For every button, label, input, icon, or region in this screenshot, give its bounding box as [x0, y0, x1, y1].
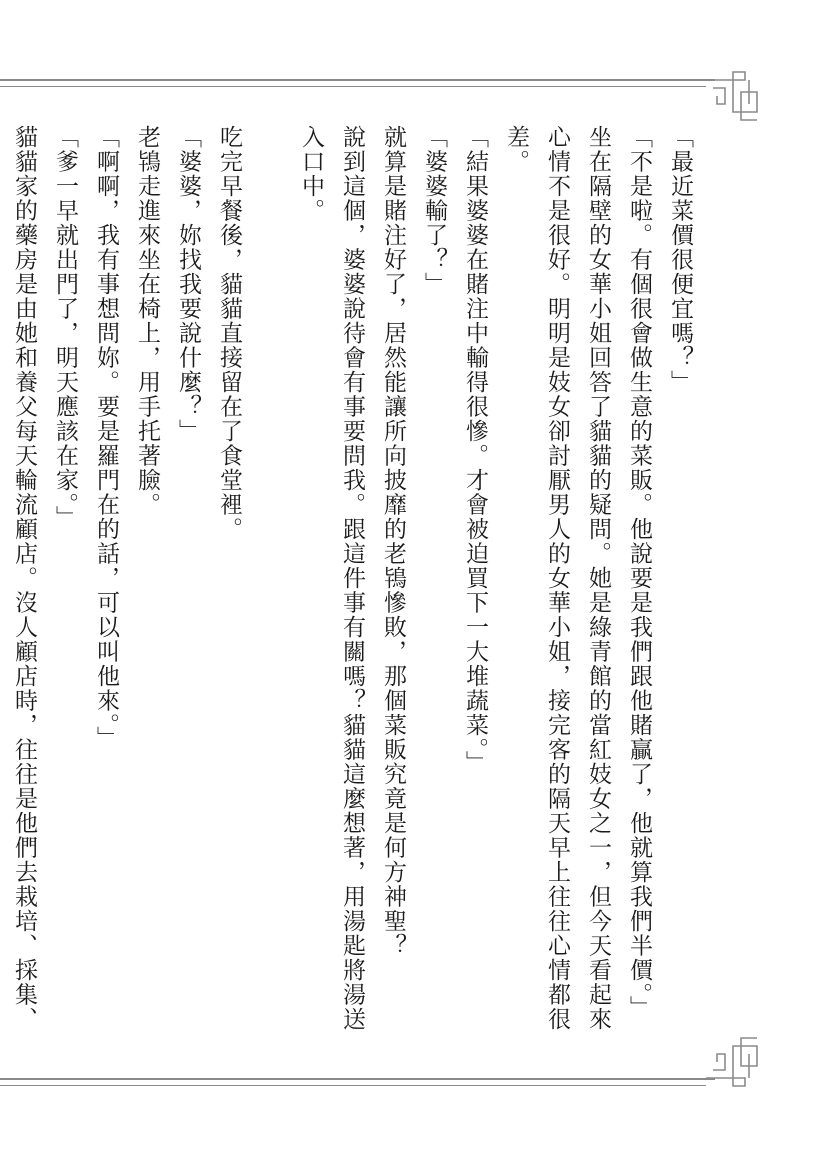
paragraph: 坐在隔壁的女華小姐回答了貓貓的疑問。她是綠青館的當紅妓女之一，但今天看起來心情不是很好。明明是妓女卻討厭男人的女華小姐，接完客的隔天早上往往心情都很差。	[503, 125, 611, 1032]
frame-bottom-line-inner	[0, 1085, 706, 1086]
paragraph: 「爹一早就出門了，明天應該在家。」	[52, 125, 78, 530]
paragraph: 「最近菜價很便宜嗎？」	[667, 125, 693, 395]
paragraph: 老鴇走進來坐在椅上，用手托著臉。	[134, 125, 160, 517]
paragraph: 「婆婆輸了？」	[421, 125, 447, 297]
paragraph: 「結果婆婆在賭注中輸得很慘。才會被迫買下一大堆蔬菜。」	[462, 125, 488, 775]
paragraph: 貓貓家的藥房是由她和養父每天輪流顧店。沒人顧店時，往往是他們去栽培、採集、	[11, 125, 37, 1032]
frame-bottom-line	[0, 1078, 715, 1080]
vertical-text-body	[11, 125, 700, 1055]
paragraph: 「不是啦。有個很會做生意的菜販。他說要是我們跟他賭贏了，他就算我們半價。」	[626, 125, 652, 1020]
paragraph: 吃完早餐後，貓貓直接留在了食堂裡。	[216, 125, 242, 542]
frame-top-line	[0, 79, 715, 81]
corner-ornament-bottom	[705, 1036, 761, 1090]
paragraph: 「婆婆，妳找我要說什麼？」	[175, 125, 201, 444]
paragraph: 說到這個，婆婆說待會有事要問我。跟這件事有關嗎？貓貓這麼想著，用湯匙將湯送入口中。	[298, 125, 365, 1032]
frame-top-line-inner	[0, 86, 706, 87]
paragraph: 就算是賭注好了，居然能讓所向披靡的老鴇慘敗，那個菜販究竟是何方神聖？	[380, 125, 406, 958]
corner-ornament-top	[705, 68, 761, 122]
paragraph: 「啊啊，我有事想問妳。要是羅門在的話，可以叫他來。」	[93, 125, 119, 751]
scene-break	[249, 125, 290, 1055]
